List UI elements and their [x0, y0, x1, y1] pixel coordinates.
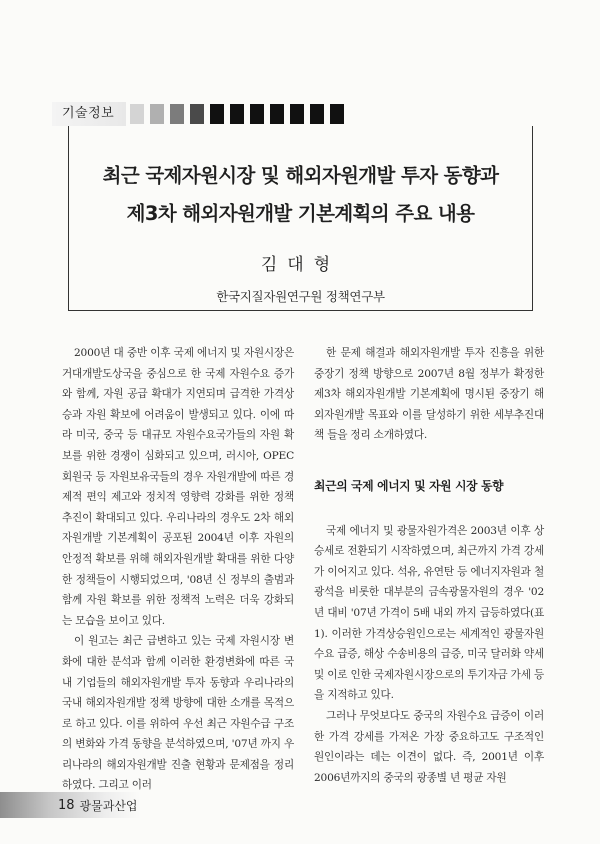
- right-column: [314, 343, 544, 788]
- author-affiliation: 한국지질자원연구원 정책연구부: [216, 289, 385, 304]
- decor-square: [330, 104, 344, 124]
- decor-square: [210, 104, 224, 124]
- decor-square: [130, 104, 144, 124]
- section-subheading: 최근의 국제 에너지 및 자원 시장 동향: [314, 478, 504, 493]
- body-paragraph: 2000년 대 중반 이후 국제 에너지 및 자원시장은 거대개발도상국을 중심으로 한 국제 자원수요 증가와 함께, 자원 공급 확대가 지연되며 급격한 가격상승과 자원 확보에 어려움이 발생되고 있다. 이에 따라 미국, 중국 등 대규모 자원수요국가들의 자원 확보를 위한 경쟁이 심화되고 있으며, 러시아, OPEC 회원국 등 자원보유국들의 경우 자원개발에 따른 경제적 편익 제고와 정치적 영향력 강화를 위한 정책 추진이 확대되고 있다. 우리나라의 경우도 2차 해외자원개발 기본계획이 공포된 2004년 이후 자원의 안정적 확보를 위해 해외자원개발 확대를 위한 다양한 정책들이 시행되었으며, '08년 신 정부의 출범과 함께 자원 확보를 위한 정책적 노력은 더욱 강화되는 모습을 보이고 있다.: [62, 347, 294, 627]
- body-paragraph: 이 원고는 최근 급변하고 있는 국제 자원시장 변화에 대한 분석과 함께 이러한 환경변화에 따른 국내 기업들의 해외자원개발 투자 동향과 우리나라의 국내 해외자원개발 정책 방향에 대한 소개를 목적으로 하고 있다. 이를 위하여 우선 최근 자원수급 구조의 변화와 가격 동향을 분석하였으며, '07년 까지 우리나라의 해외자원개발 진출 현황과 문제점을 정리하였다. 그리고 이러: [62, 635, 294, 792]
- article-title-line-1: 최근 국제자원시장 및 해외자원개발 투자 동향과: [102, 164, 499, 187]
- title-box: [68, 126, 533, 311]
- article-title-line-2: 제3차 해외자원개발 기본계획의 주요 내용: [126, 202, 475, 225]
- decor-square: [310, 104, 324, 124]
- decor-square: [270, 104, 284, 124]
- decor-square: [230, 104, 244, 124]
- decor-square: [290, 104, 304, 124]
- decor-square: [170, 104, 184, 124]
- body-paragraph: 국제 에너지 및 광물자원가격은 2003년 이후 상승세로 전환되기 시작하였으며, 최근까지 가격 강세가 이어지고 있다. 석유, 유연탄 등 에너지자원과 철광석을 비롯한 대부분의 금속광물자원의 경우 '02년 대비 '07년 가격이 5배 내외 까지 급등하였다(표 1). 이러한 가격상승원인으로는 세계적인 광물자원 수요 급증, 해상 수송비용의 급증, 미국 달러화 약세 및 이로 인한 국제자원시장으로의 투기자금 가세 등을 지적하고 있다.: [314, 524, 544, 702]
- author-name: 김대형: [260, 255, 341, 275]
- left-column: [62, 343, 294, 796]
- section-label: 기술정보: [52, 102, 126, 126]
- decorative-squares: [130, 104, 344, 124]
- decor-square: [250, 104, 264, 124]
- magazine-name: 광물과산업: [79, 798, 138, 813]
- section-header-bar: [52, 102, 344, 126]
- decor-square: [190, 104, 204, 124]
- body-paragraph: 한 문제 해결과 해외자원개발 투자 진흥을 위한 중장기 정책 방향으로 2007년 8월 정부가 확정한 제3차 해외자원개발 기본계획에 명시된 중장기 해외자원개발 목표와 이를 달성하기 위한 세부추진대책 들을 정리 소개하였다.: [314, 347, 544, 442]
- page-number: 18: [58, 797, 75, 813]
- body-paragraph: 그러나 무엇보다도 중국의 자원수요 급증이 이러한 가격 강세를 가져온 가장 중요하고도 구조적인 원인이라는 데는 이견이 없다. 즉, 2001년 이후 2006년까지의 중국의 광종별 년 평균 자원: [314, 709, 544, 784]
- decor-square: [150, 104, 164, 124]
- page-footer: [0, 792, 140, 818]
